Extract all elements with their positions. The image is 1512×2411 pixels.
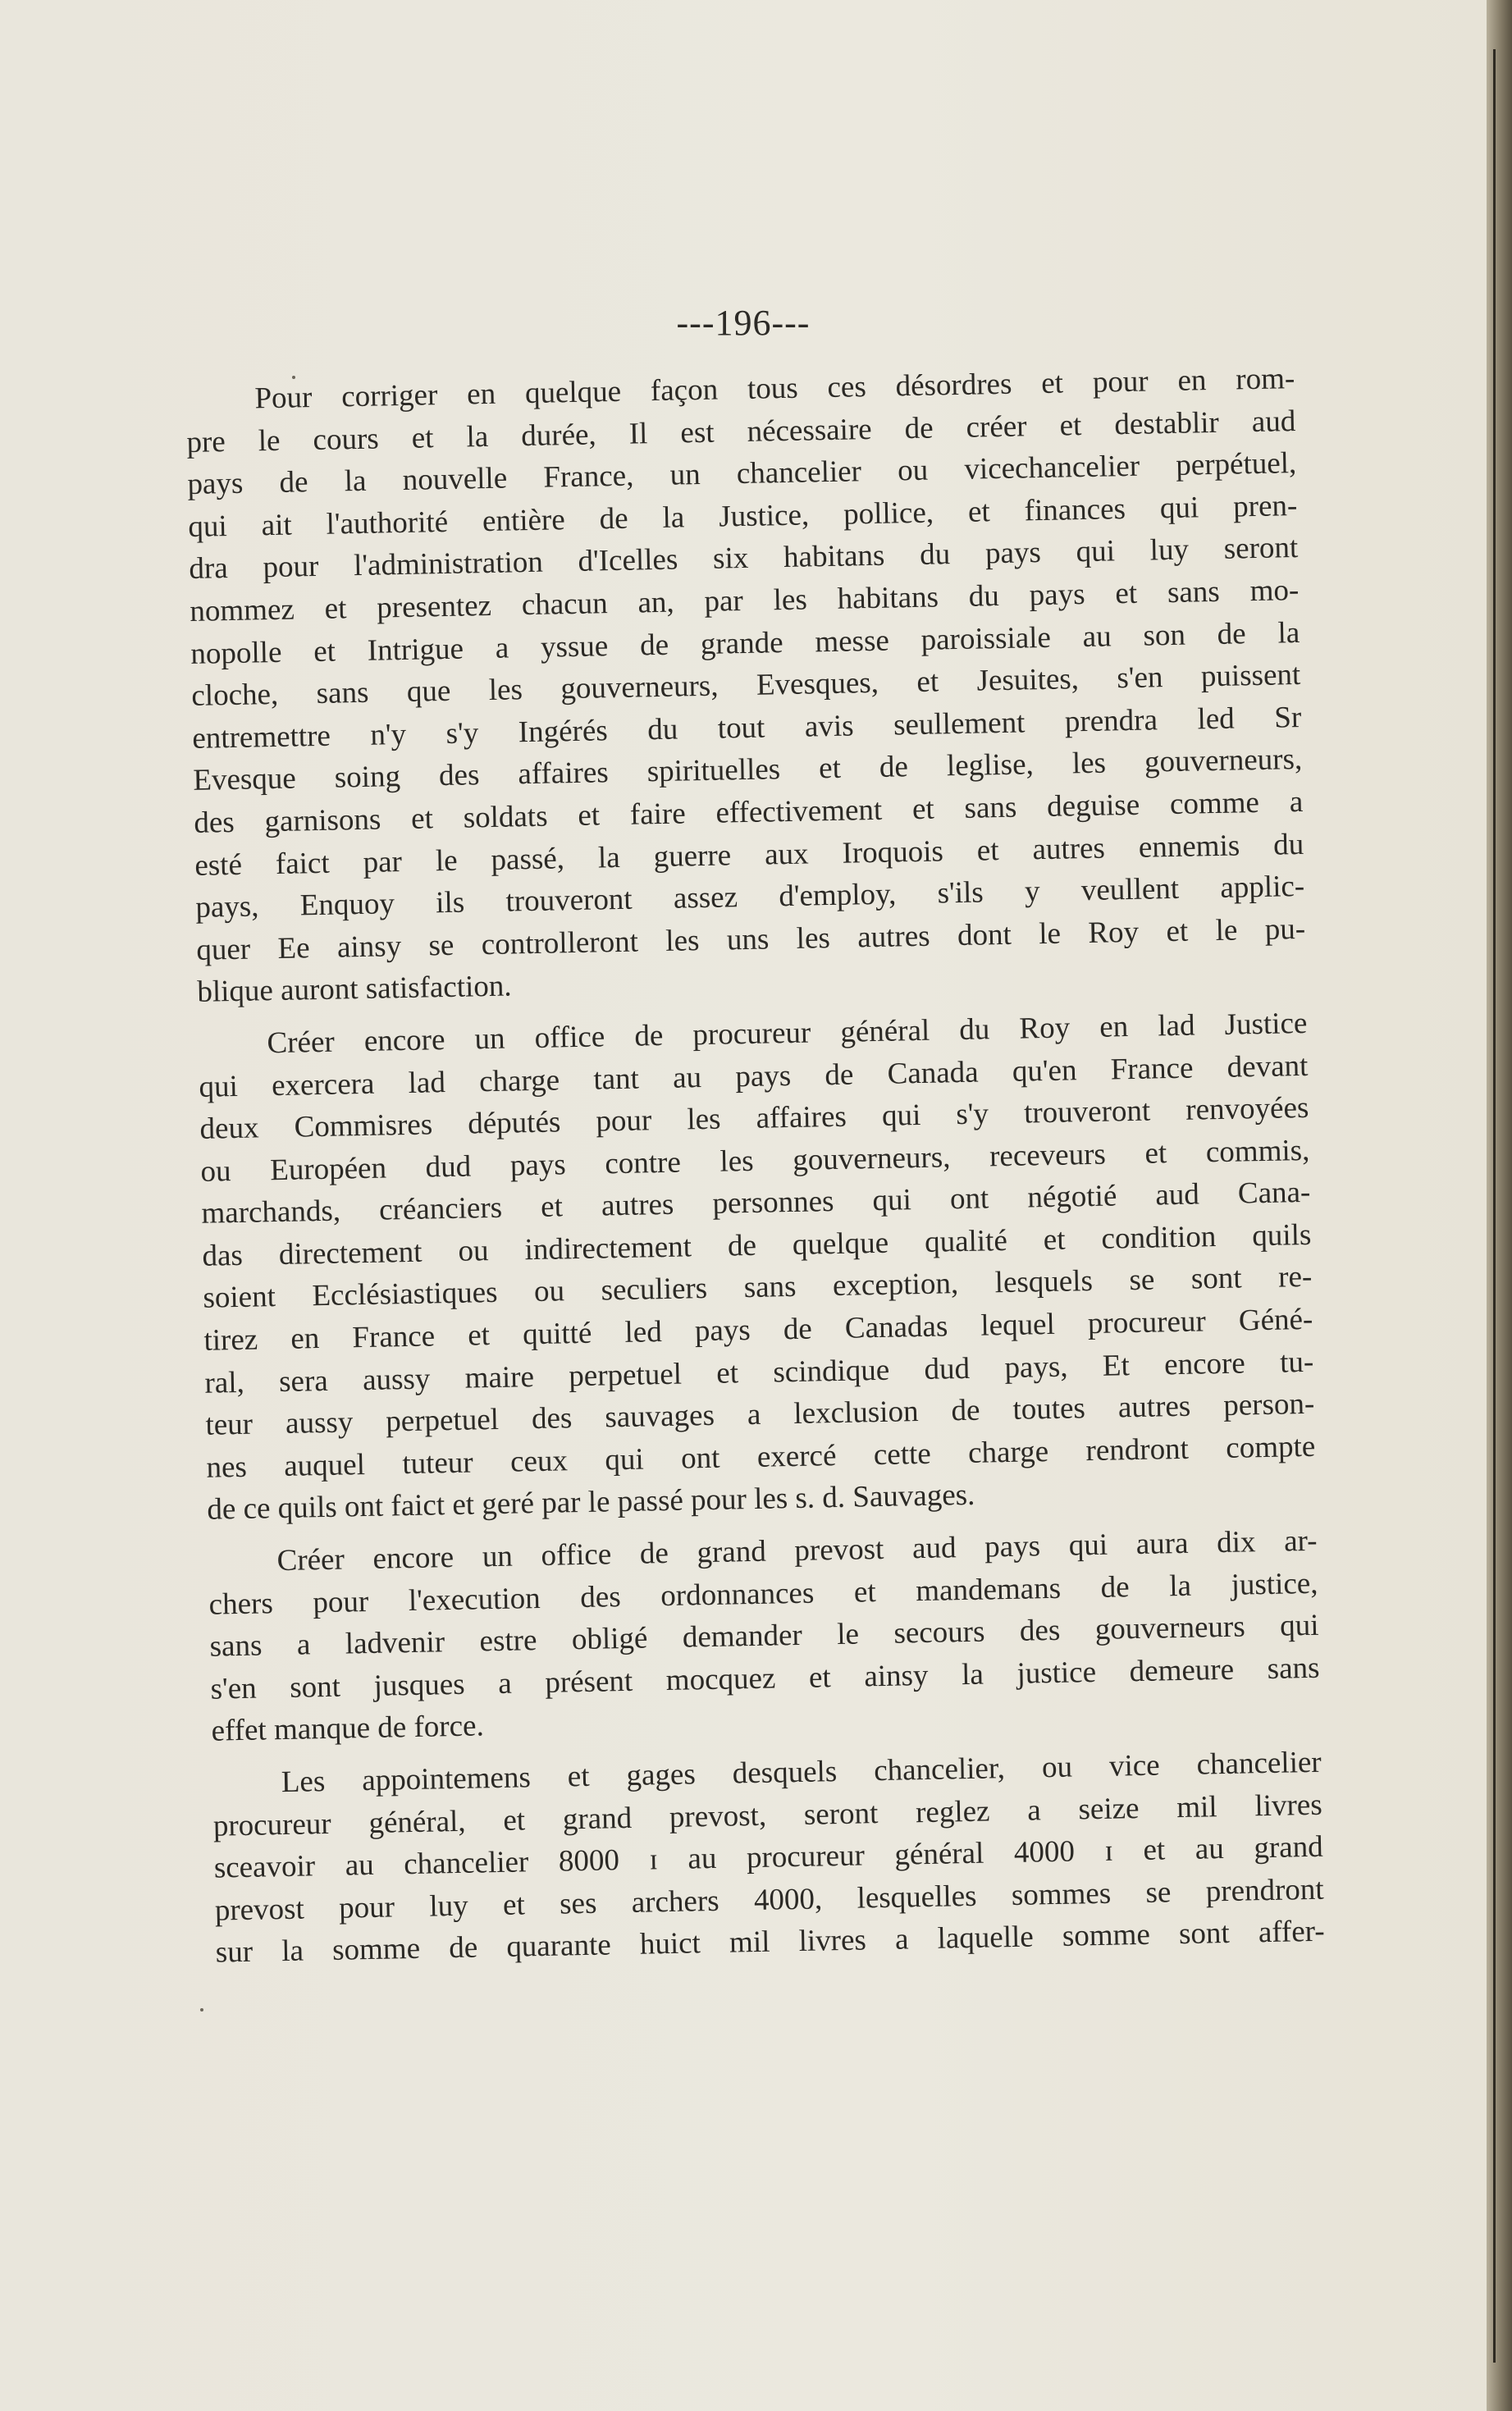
text-line: Les appointemens et gages desquels chancelier, ou vice chancelier	[281, 1745, 1322, 1800]
text-line: ral, sera aussy maire perpetuel et scindique dud pays, Et encore tu-	[204, 1345, 1314, 1400]
text-line: sur la somme de quarante huict mil livres a laquelle somme sont affer-	[215, 1915, 1325, 1970]
text-line: qui ait l'authorité entière de la Justice, pollice, et finances qui pren-	[188, 488, 1298, 544]
text-line: tirez en France et quitté led pays de Canadas lequel procureur Géné-	[203, 1302, 1313, 1358]
text-line: nopolle et Intrigue a yssue de grande messe paroissiale au son de la	[190, 615, 1300, 671]
text-line: teur aussy perpetuel des sauvages a lexclusion de toutes autres person-	[205, 1387, 1315, 1443]
paragraph	[198, 1002, 1317, 1532]
paper-speck	[200, 2008, 203, 2011]
paragraph	[208, 1520, 1321, 1753]
paragraph	[212, 1742, 1325, 1975]
text-line: esté faict par le passé, la guerre aux Iroquois et autres ennemis du	[194, 827, 1304, 883]
text-line: chers pour l'execution des ordonnances et mandemans de la justice,	[208, 1566, 1318, 1622]
page-number: ---196---	[676, 303, 811, 343]
text-line: quer Ee ainsy se controlleront les uns les autres dont le Roy et le pu-	[195, 911, 1306, 967]
text-line: s'en sont jusques a présent mocquez et ainsy la justice demeure sans	[210, 1651, 1320, 1706]
page-edge	[1487, 0, 1512, 2411]
text-line: deux Commisres députés pour les affaires qui s'y trouveront renvoyées	[199, 1090, 1309, 1146]
text-line: nommez et presentez chacun an, par les habitans du pays et sans mo-	[190, 573, 1300, 628]
text-line: de ce quils ont faict et geré par le passé pour les s. d. Sauvages.	[207, 1478, 975, 1527]
text-line: soient Ecclésiastiques ou seculiers sans exception, lesquels se sont re-	[203, 1260, 1313, 1316]
text-line: Créer encore un office de grand prevost aud pays qui aura dix ar-	[276, 1523, 1318, 1578]
text-line: blique auront satisfaction.	[196, 969, 512, 1010]
text-line: nes auquel tuteur ceux qui ont exercé cette charge rendront compte	[206, 1429, 1316, 1485]
paragraph	[185, 358, 1307, 1014]
binding-shadow	[1493, 49, 1496, 2363]
text-line: sans a ladvenir estre obligé demander le secours des gouverneurs qui	[209, 1608, 1319, 1664]
text-line: Créer encore un office de procureur général du Roy en lad Justice	[267, 1006, 1308, 1061]
text-line: effet manque de force.	[211, 1709, 485, 1749]
text-line: marchands, créanciers et autres personnes qui ont négotié aud Cana-	[201, 1176, 1311, 1231]
text-line: pre le cours et la durée, Il est nécessaire de créer et destablir aud	[186, 404, 1296, 459]
text-line: dra pour l'administration d'Icelles six habitans du pays qui luy seront	[189, 531, 1299, 587]
text-line: Pour corriger en quelque façon tous ces désordres et pour en rom-	[254, 362, 1295, 416]
text-line: das directement ou indirectement de quelque qualité et condition quils	[202, 1217, 1312, 1273]
text-line: pays de la nouvelle France, un chancelier ou vicechancelier perpétuel,	[187, 446, 1297, 502]
text-line: ou Européen dud pays contre les gouverneurs, receveurs et commis,	[200, 1133, 1310, 1189]
text-line: Evesque soing des affaires spirituelles et de leglise, les gouverneurs,	[193, 742, 1303, 798]
text-line: cloche, sans que les gouverneurs, Evesques, et Jesuites, s'en puissent	[191, 658, 1301, 714]
text-line: prevost pour luy et ses archers 4000, lesquelles sommes se prendront	[214, 1872, 1324, 1928]
body-text	[185, 358, 1325, 1975]
text-line: sceavoir au chancelier 8000 ɪ au procureur général 4000 ɪ et au grand	[213, 1829, 1324, 1885]
text-line: des garnisons et soldats et faire effectivement et sans deguise comme a	[194, 784, 1304, 840]
text-line: qui exercera lad charge tant au pays de Canada qu'en France devant	[199, 1048, 1309, 1104]
text-line: entremettre n'y s'y Ingérés du tout avis seullement prendra led Sr	[192, 700, 1302, 756]
text-line: pays, Enquoy ils trouveront assez d'employ, s'ils y veullent applic-	[194, 870, 1305, 925]
text-line: procureur général, et grand prevost, seront reglez a seize mil livres	[212, 1788, 1323, 1843]
